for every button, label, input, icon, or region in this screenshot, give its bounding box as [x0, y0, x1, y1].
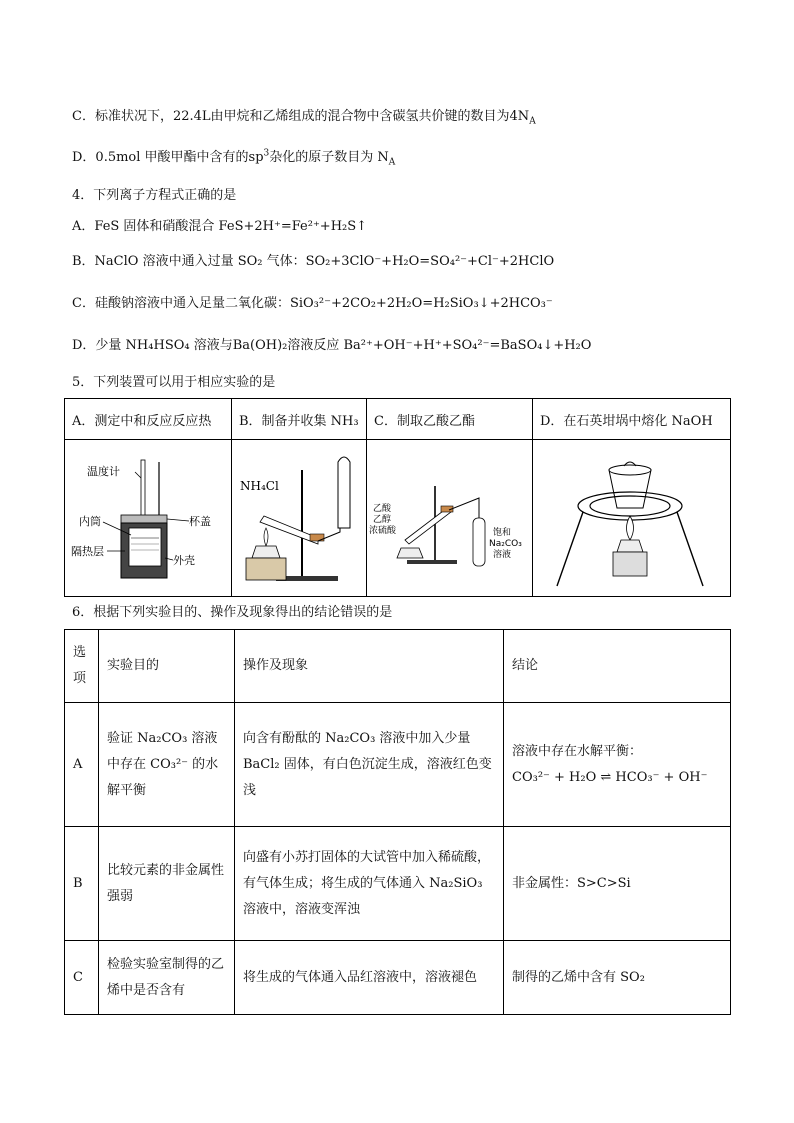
table-row — [65, 703, 731, 827]
q4-option-b: B．NaClO 溶液中通入过量 SO₂ 气体：SO₂+3ClO⁻+H₂O=SO₄²⁻+Cl⁻+2HClO — [72, 254, 555, 269]
label-sulfuric-acid: 浓硫酸 — [369, 526, 397, 536]
q3d-mid: 杂化的原子数目为 N — [269, 150, 389, 165]
wood-block — [246, 558, 286, 580]
q6-header-row — [65, 630, 731, 703]
q5-figure-c-cell — [367, 440, 533, 597]
row-operation: 向含有酚酞的 Na₂CO₃ 溶液中加入少量 BaCl₂ 固体，有白色沉淀生成，溶液红色变浅 — [235, 703, 504, 827]
table-row — [65, 941, 731, 1015]
q5-header-b: B．制备并收集 NH₃ — [232, 399, 367, 440]
q3d-sup: 3 — [263, 148, 270, 159]
label-acetic-acid: 乙酸 — [373, 504, 392, 514]
reaction-tube — [405, 508, 451, 544]
row-purpose: 检验实验室制得的乙烯中是否含有 — [99, 941, 235, 1015]
row-option: C — [65, 941, 99, 1015]
q5-figure-a-cell — [65, 440, 232, 597]
q3c-text: C．标准状况下，22.4L由甲烷和乙烯组成的混合物中含碳氢共价键的数目为 — [72, 109, 510, 124]
q3-option-d — [72, 149, 395, 167]
quartz-crucible — [609, 470, 651, 508]
q3-option-c — [72, 108, 536, 126]
q5-header-d: D．在石英坩埚中熔化 NaOH — [533, 399, 731, 440]
inner-cup — [129, 528, 161, 566]
q4-option-d: D．少量 NH₄HSO₄ 溶液与Ba(OH)₂溶液反应 Ba²⁺+OH⁻+H⁺+SO₄²⁻=BaSO₄↓+H₂O — [72, 338, 592, 353]
tripod-leg-right — [677, 512, 703, 586]
ammonia-apparatus-figure — [232, 440, 366, 596]
q5-header-c: C．制取乙酸乙酯 — [367, 399, 533, 440]
label-solution: 溶液 — [493, 550, 512, 560]
label-na2co3: Na₂CO₃ — [489, 539, 522, 549]
tripod-leg-left — [557, 512, 583, 586]
q3c-sub: A — [529, 116, 536, 127]
q6-header-option: 选项 — [65, 630, 99, 703]
test-tube — [260, 516, 318, 544]
row-option: A — [65, 703, 99, 827]
q6-header-conclusion: 结论 — [504, 630, 731, 703]
label-shell: 外壳 — [173, 554, 195, 567]
q3c-value: 4N — [509, 109, 530, 124]
q3d-text: D．0.5mol 甲酸甲酯中含有的sp — [72, 150, 264, 165]
label-lid: 杯盖 — [189, 515, 211, 528]
row-purpose: 验证 Na₂CO₃ 溶液中存在 CO₃²⁻ 的水解平衡 — [99, 703, 235, 827]
calorimeter-figure — [65, 440, 231, 596]
alcohol-lamp — [617, 540, 643, 552]
crucible-figure — [533, 440, 730, 596]
row-conclusion — [504, 703, 731, 827]
receiver-tube — [473, 518, 485, 566]
collection-tube — [338, 457, 350, 528]
q5-stem: 5．下列装置可以用于相应实验的是 — [72, 375, 276, 390]
alcohol-lamp — [397, 548, 423, 558]
label-thermometer: 温度计 — [87, 465, 120, 478]
q5-figure-d-cell — [533, 440, 731, 597]
q4-option-c: C．硅酸钠溶液中通入足量二氧化碳：SiO₃²⁻+2CO₂+2H₂O=H₂SiO₃↓+2HCO₃⁻ — [72, 296, 553, 311]
label-ethanol: 乙醇 — [373, 515, 392, 525]
q3d-sub: A — [388, 157, 396, 168]
row-option: B — [65, 827, 99, 941]
table-row — [65, 827, 731, 941]
row-conclusion: 制得的乙烯中含有 SO₂ — [504, 941, 731, 1015]
q6-header-purpose: 实验目的 — [99, 630, 235, 703]
q4-option-a: A．FeS 固体和硝酸混合 FeS+2H⁺=Fe²⁺+H₂S↑ — [72, 219, 368, 234]
row-conclusion-equation: CO₃²⁻ + H₂O ⇌ HCO₃⁻ + OH⁻ — [512, 769, 708, 785]
row-conclusion: 非金属性：S>C>Si — [504, 827, 731, 941]
q5-figure-b-cell — [232, 440, 367, 597]
q5-table — [64, 398, 731, 597]
alcohol-lamp — [252, 546, 280, 558]
label-saturated: 饱和 — [493, 528, 512, 538]
label-insulation: 隔热层 — [71, 545, 104, 558]
q5-header-a: A．测定中和反应反应热 — [65, 399, 232, 440]
row-operation: 向盛有小苏打固体的大试管中加入稀硫酸，有气体生成；将生成的气体通入 Na₂SiO₃ 溶液中，溶液变浑浊 — [235, 827, 504, 941]
row-operation: 将生成的气体通入品红溶液中，溶液褪色 — [235, 941, 504, 1015]
label-inner: 内筒 — [79, 515, 101, 528]
q6-header-operation: 操作及现象 — [235, 630, 504, 703]
ester-apparatus-figure — [367, 440, 532, 596]
row-conclusion-text: 溶液中存在水解平衡： — [512, 743, 643, 759]
label-nh4cl: NH₄Cl — [240, 479, 279, 493]
clamp — [310, 534, 324, 541]
row-purpose: 比较元素的非金属性强弱 — [99, 827, 235, 941]
q4-stem: 4．下列离子方程式正确的是 — [72, 188, 237, 203]
wood-block — [613, 552, 647, 576]
lid — [121, 515, 167, 523]
q6-table — [64, 629, 731, 1015]
q6-stem: 6．根据下列实验目的、操作及现象得出的结论错误的是 — [72, 605, 393, 620]
